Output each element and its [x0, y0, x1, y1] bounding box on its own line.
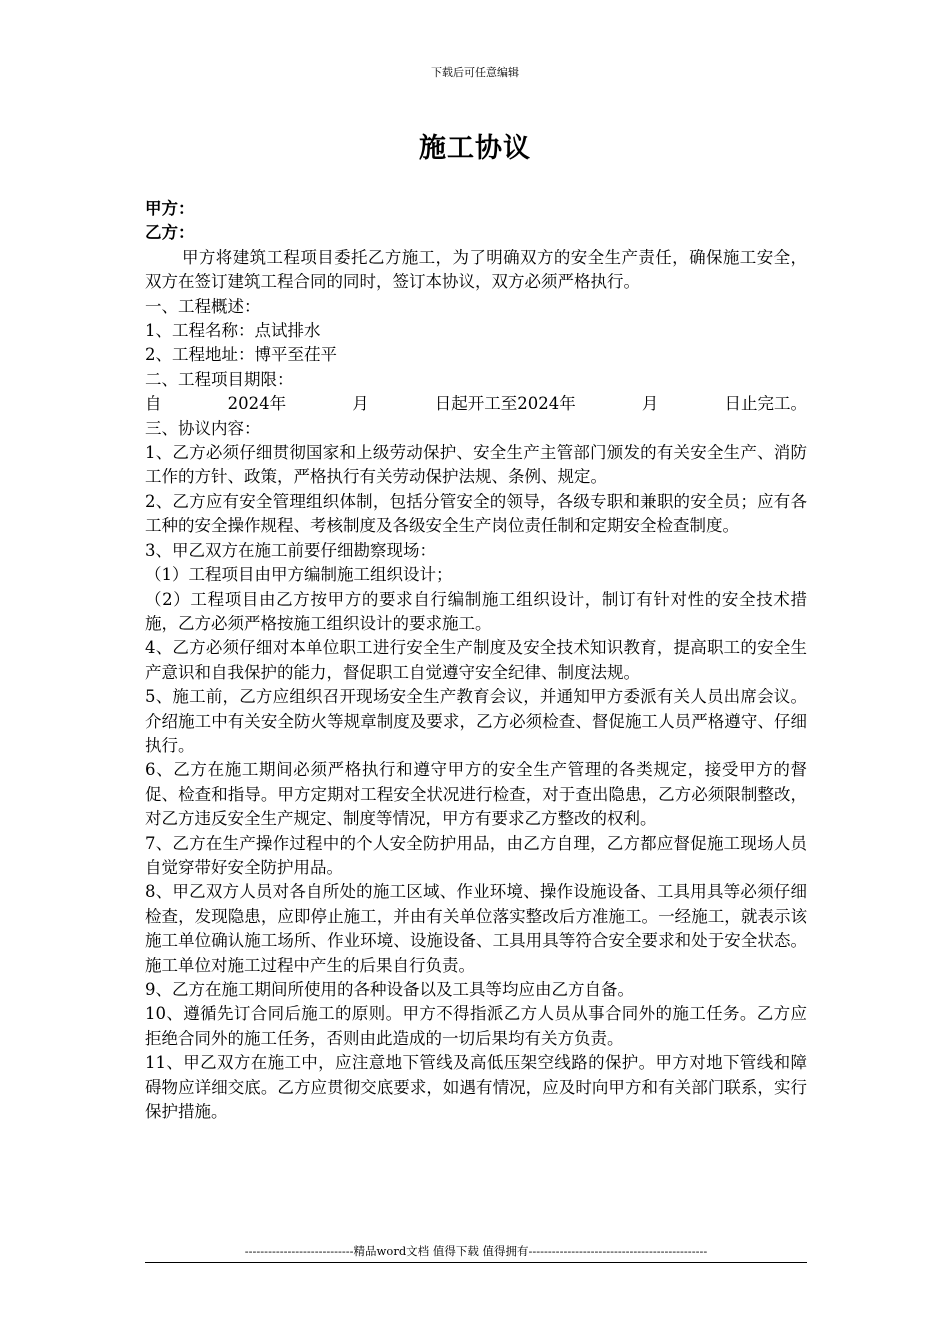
- clause-3: 3、甲乙双方在施工前要仔细勘察现场：: [145, 540, 436, 560]
- header-note: 下载后可任意编辑: [431, 66, 519, 79]
- document-body: [145, 197, 807, 1124]
- footer-rule: [145, 1262, 807, 1263]
- clause-11: 11、甲乙双方在施工中，应注意地下管线及高低压架空线路的保护。甲方对地下管线和障碍物应详细交底。乙方应贯彻交底要求，如遇有情况，应及时向甲方和有关部门联系，实行保护措施。: [145, 1053, 807, 1122]
- intro-paragraph: 甲方将建筑工程项目委托乙方施工，为了明确双方的安全生产责任，确保施工安全，双方在签订建筑工程合同的同时，签订本协议，双方必须严格执行。: [145, 247, 807, 292]
- clause-8: 8、甲乙双方人员对各自所处的施工区域、作业环境、操作设施设备、工具用具等必须仔细检查，发现隐患，应即停止施工，并由有关单位落实整改后方准施工。一经施工，就表示该施工单位确认施工场所、作业环境、设施设备、工具用具等符合安全要求和处于安全状态。施工单位对施工过程中产生的后果自行负责。: [145, 882, 807, 975]
- clause-10: 10、遵循先订合同后施工的原则。甲方不得指派乙方人员从事合同外的施工任务。乙方应拒绝合同外的施工任务，否则由此造成的一切后果均有关方负责。: [145, 1004, 807, 1048]
- clause-9: 9、乙方在施工期间所使用的各种设备以及工具等均应由乙方自备。: [145, 980, 634, 999]
- clause-5: 5、施工前，乙方应组织召开现场安全生产教育会议，并通知甲方委派有关人员出席会议。介绍施工中有关安全防火等规章制度及要求，乙方必须检查、督促施工人员严格遵守、仔细执行。: [145, 687, 807, 755]
- section-1-heading: 一、工程概述：: [145, 296, 261, 316]
- section-2-heading: 二、工程项目期限：: [145, 369, 294, 389]
- clause-3-sub-1: （1）工程项目由甲方编制施工组织设计；: [145, 565, 453, 585]
- party-a-label: 甲方：: [145, 199, 195, 218]
- period-part: 2024年: [227, 394, 287, 414]
- clause-1: 1、乙方必须仔细贯彻国家和上级劳动保护、安全生产主管部门颁发的有关安全生产、消防工作的方针、政策，严格执行有关劳动保护法规、条例、规定。: [145, 443, 807, 487]
- footer-text: ----------------------------精品word文档 值得下载 值得拥有----------------------------------------------: [244, 1244, 708, 1258]
- period-part: 自: [145, 394, 162, 414]
- clause-4: 4、乙方必须仔细对本单位职工进行安全生产制度及安全技术知识教育，提高职工的安全生产意识和自我保护的能力，督促职工自觉遵守安全纪律、制度法规。: [145, 638, 807, 682]
- period-part: 月: [641, 394, 659, 414]
- clause-6: 6、乙方在施工期间必须严格执行和遵守甲方的安全生产管理的各类规定，接受甲方的督促、检查和指导。甲方定期对工程安全状况进行检查，对于查出隐患，乙方必须限制整改，对乙方违反安全生产规定、制度等情况，甲方有要求乙方整改的权利。: [145, 760, 807, 829]
- clause-2: 2、乙方应有安全管理组织体制，包括分管安全的领导，各级专职和兼职的安全员；应有各工种的安全操作规程、考核制度及各级安全生产岗位责任制和定期安全检查制度。: [145, 491, 807, 536]
- period-part: 日止完工。: [724, 394, 807, 414]
- project-period-row: [145, 392, 807, 416]
- project-name: 1、工程名称：点试排水: [145, 321, 321, 341]
- project-address: 2、工程地址：博平至茌平: [145, 345, 337, 365]
- document-title: 施工协议: [419, 133, 531, 164]
- clause-3-sub-2: （2）工程项目由乙方按甲方的要求自行编制施工组织设计，制订有针对性的安全技术措施，乙方必须严格按施工组织设计的要求施工。: [145, 589, 807, 633]
- period-part: 月: [352, 394, 369, 414]
- period-part: 日起开工至2024年: [434, 394, 576, 414]
- party-b-label: 乙方：: [145, 223, 195, 243]
- section-3-heading: 三、协议内容：: [145, 418, 261, 438]
- clause-7: 7、乙方在生产操作过程中的个人安全防护用品，由乙方自理，乙方都应督促施工现场人员自觉穿带好安全防护用品。: [145, 833, 807, 877]
